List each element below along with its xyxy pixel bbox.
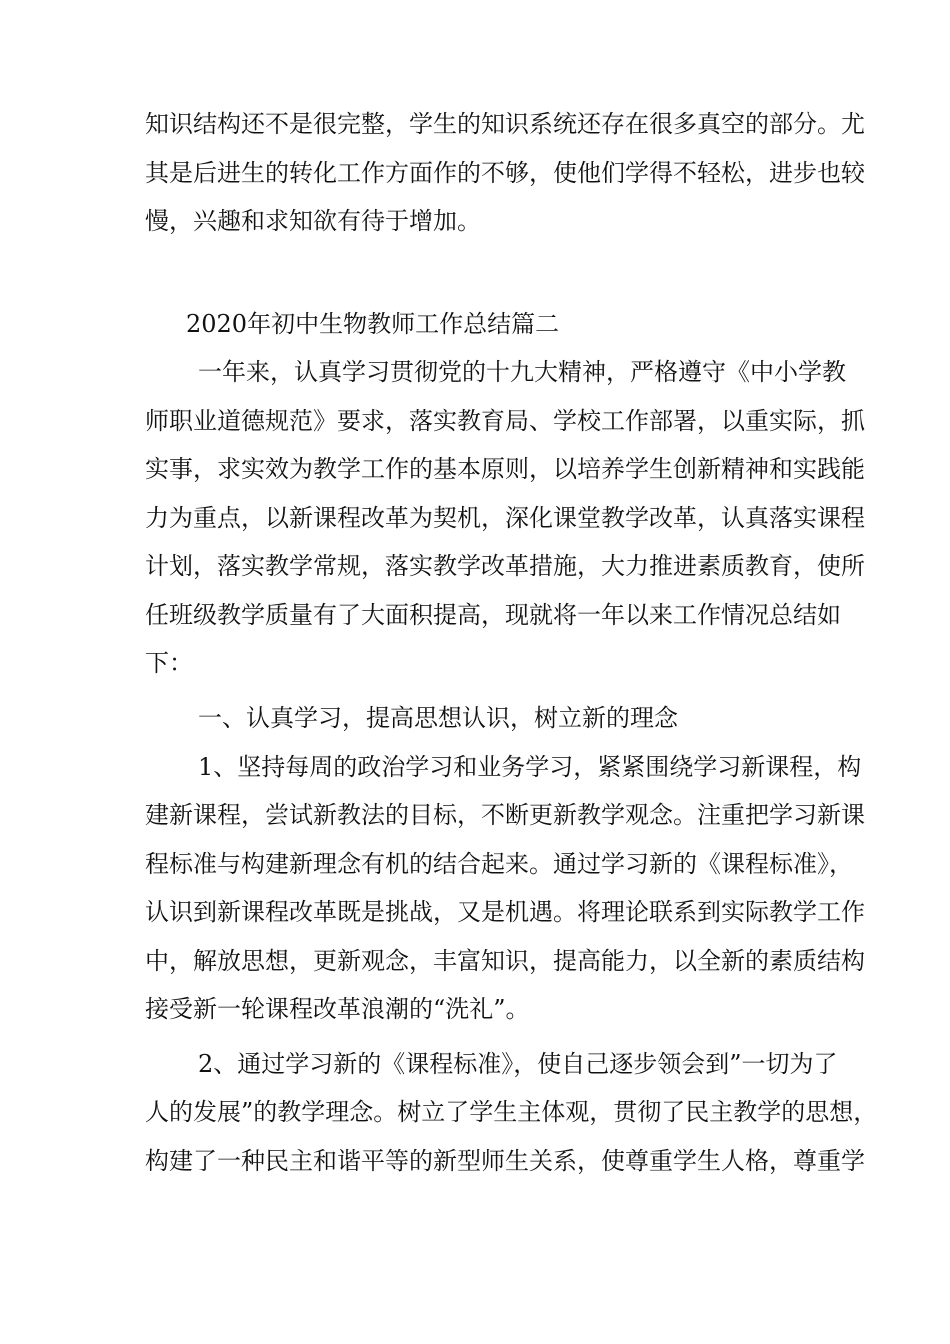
paragraph-line: 计划，落实教学常规，落实教学改革措施，大力推进素质教育，使所 bbox=[145, 552, 865, 580]
section-heading: 2020年初中生物教师工作总结篇二 bbox=[186, 310, 560, 338]
subsection-heading: 一、认真学习，提高思想认识，树立新的理念 bbox=[198, 704, 678, 732]
paragraph-line: 建新课程，尝试新教法的目标，不断更新教学观念。注重把学习新课 bbox=[145, 801, 865, 829]
paragraph-line: 2、通过学习新的《课程标准》，使自己逐步领会到”一切为了 bbox=[198, 1050, 838, 1078]
paragraph-line: 任班级教学质量有了大面积提高，现就将一年以来工作情况总结如 bbox=[145, 601, 841, 629]
paragraph-line: 师职业道德规范》要求，落实教育局、学校工作部署，以重实际，抓 bbox=[145, 407, 865, 435]
paragraph-line: 知识结构还不是很完整，学生的知识系统还存在很多真空的部分。尤 bbox=[145, 110, 865, 138]
paragraph-line: 接受新一轮课程改革浪潮的“洗礼”。 bbox=[145, 995, 530, 1023]
paragraph-line: 力为重点，以新课程改革为契机，深化课堂教学改革，认真落实课程 bbox=[145, 504, 865, 532]
paragraph-line: 慢，兴趣和求知欲有待于增加。 bbox=[145, 207, 481, 235]
paragraph-line: 人的发展”的教学理念。树立了学生主体观，贯彻了民主教学的思想， bbox=[145, 1098, 878, 1126]
paragraph-line: 实事，求实效为教学工作的基本原则，以培养学生创新精神和实践能 bbox=[145, 455, 865, 483]
paragraph-line: 构建了一种民主和谐平等的新型师生关系，使尊重学生人格，尊重学 bbox=[145, 1147, 865, 1175]
paragraph-line: 1、坚持每周的政治学习和业务学习，紧紧围绕学习新课程，构 bbox=[198, 753, 862, 781]
paragraph-line: 程标准与构建新理念有机的结合起来。通过学习新的《课程标准》， bbox=[145, 850, 853, 878]
paragraph-line: 其是后进生的转化工作方面作的不够，使他们学得不轻松，进步也较 bbox=[145, 159, 865, 187]
paragraph-line: 下： bbox=[145, 649, 193, 677]
paragraph-line: 一年来，认真学习贯彻党的十九大精神，严格遵守《中小学教 bbox=[198, 358, 846, 386]
paragraph-line: 中，解放思想，更新观念，丰富知识，提高能力，以全新的素质结构 bbox=[145, 947, 865, 975]
paragraph-line: 认识到新课程改革既是挑战，又是机遇。将理论联系到实际教学工作 bbox=[145, 898, 865, 926]
